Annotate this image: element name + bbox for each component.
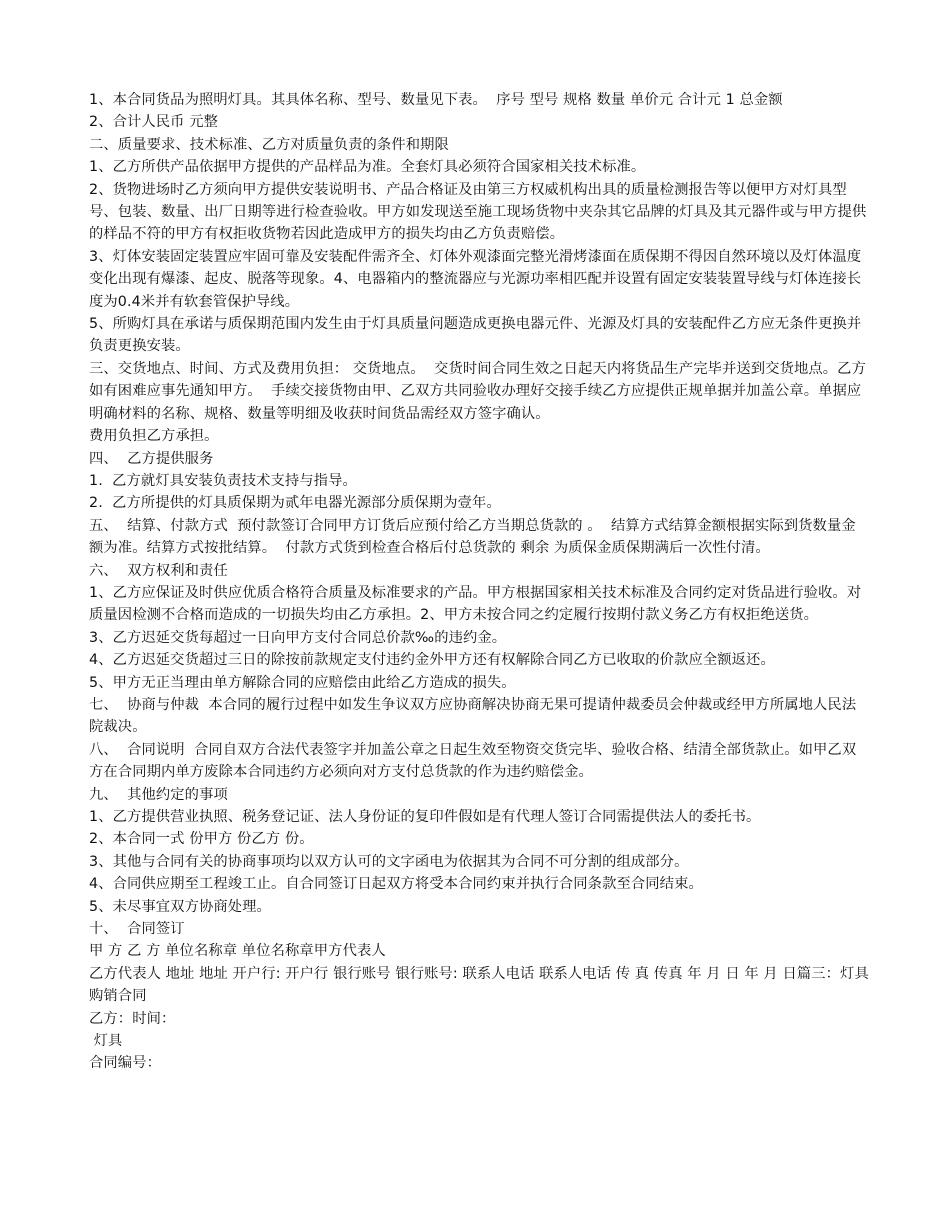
text-line: 5、所购灯具在承诺与质保期范围内发生由于灯具质量问题造成更换电器元件、光源及灯具的安装配件乙方应无条件更换并负责更换安装。: [89, 316, 862, 355]
text-line: 1、本合同货品为照明灯具。其具体名称、型号、数量见下表。 序号 型号 规格 数量 单价元 合计元 1 总金额: [89, 92, 783, 108]
section-heading: 三、交货地点、时间、方式及费用负担： 交货地点。 交货时间合同生效之日起天内将货品生产完毕并送到交货地点。乙方如有困难应事先通知甲方。 手续交接货物由甲、乙双方共同验收办理好交接手续乙方应提供正规单据并加盖公章。单据应明确材料的名称、规格、数量等明细及收获时间货品需经双方签字确认。: [89, 360, 866, 422]
text-line: 1、乙方提供营业执照、税务登记证、法人身份证的复印件假如是有代理人签订合同需提供法人的委托书。: [89, 809, 761, 825]
text-line: 5、未尽事宜双方协商处理。: [89, 898, 271, 915]
text-line: 甲 方 乙 方 单位名称章 单位名称章甲方代表人: [89, 943, 386, 960]
section-heading: 六、 双方权利和责任: [89, 562, 228, 579]
section-heading: 二、质量要求、技术标准、乙方对质量负责的条件和期限: [89, 136, 449, 153]
text-line: 4、合同供应期至工程竣工止。自合同签订日起双方将受本合同约束并执行合同条款至合同结束。: [89, 876, 703, 893]
text-line: 5、甲方无正当理由单方解除合同的应赔偿由此给乙方造成的损失。: [89, 674, 516, 691]
text-line: 合同编号：: [89, 1055, 161, 1072]
section-heading: 十、 合同签订: [89, 921, 185, 938]
text-line: 2、货物进场时乙方须向甲方提供安装说明书、产品合格证及由第三方权威机构出具的质量检测报告等以便甲方对灯具型号、包装、数量、出厂日期等进行检查验收。甲方如发现送至施工现场货物中夹杂其它品牌的灯具及其元器件或与甲方提供的样品不符的甲方有权拒收货物若因此造成甲方的损失均由乙方负责赔偿。: [89, 181, 867, 243]
text-line: 3、乙方迟延交货每超过一日向甲方支付合同总价款‰的违约金。: [89, 629, 507, 646]
text-line: 1、乙方所供产品依据甲方提供的产品样品为准。全套灯具必须符合国家相关技术标准。: [89, 159, 646, 176]
text-line: 3、灯体安装固定装置应牢固可靠及安装配件需齐全、灯体外观漆面完整光滑烤漆面在质保期不得因自然环境以及灯体温度变化出现有爆漆、起皮、脱落等现象。4、电器箱内的整流器应与光源功率相匹配并设置有固定安装装置导线与灯体连接长度为0.4米并有软套管保护导线。: [89, 248, 862, 310]
text-line: 乙方代表人 地址 地址 开户行: 开户行 银行账号 银行账号: 联系人电话 联系人电话 传 真 传真 年 月 日 年 月 日篇三：灯具购销合同: [89, 965, 869, 1005]
section-heading: 七、 协商与仲裁 本合同的履行过程中如发生争议双方应协商解决协商无果可提请仲裁委员会仲裁或经甲方所属地人民法院裁决。: [89, 696, 857, 736]
text-line: 1. 乙方就灯具安装负责技术支持与指导。: [89, 472, 357, 489]
contract-document: [89, 89, 869, 1075]
section-heading: 五、 结算、付款方式 预付款签订合同甲方订货后应预付给乙方当期总货款的 。 结算方式结算金额根据实际到货数量金额为准。结算方式按批结算。 付款方式货到检查合格后付总货款的 剩余 为质保金质保期满后一次性付清。: [89, 517, 856, 557]
text-line: 乙方：时间：: [89, 1010, 176, 1027]
text-line: 2. 乙方所提供的灯具质保期为贰年电器光源部分质保期为壹年。: [89, 495, 501, 512]
text-line: 4、乙方迟延交货超过三日的除按前款规定支付违约金外甲方还有权解除合同乙方已收取的价款应全额返还。: [89, 652, 775, 669]
text-line: 2、合计人民币 元整: [89, 114, 219, 131]
text-line: 1、乙方应保证及时供应优质合格符合质量及标准要求的产品。甲方根据国家相关技术标准及合同约定对货品进行验收。对质量因检测不合格而造成的一切损失均由乙方承担。2、甲方未按合同之约定履行按期付款义务乙方有权拒绝送货。: [89, 584, 862, 624]
section-heading: 四、 乙方提供服务: [89, 450, 214, 467]
text-line: 费用负担乙方承担。: [89, 428, 219, 445]
text-line: 3、其他与合同有关的协商事项均以双方认可的文字函电为依据其为合同不可分割的组成部分。: [89, 853, 689, 870]
section-heading: 八、 合同说明 合同自双方合法代表签字并加盖公章之日起生效至物资交货完毕、验收合格、结清全部货款止。如甲乙双方在合同期内单方废除本合同违约方必须向对方支付总货款的作为违约赔偿金。: [89, 741, 857, 781]
text-line: 灯具: [89, 1033, 123, 1050]
text-line: 2、本合同一式 份甲方 份乙方 份。: [89, 831, 314, 848]
section-heading: 九、 其他约定的事项: [89, 786, 228, 803]
